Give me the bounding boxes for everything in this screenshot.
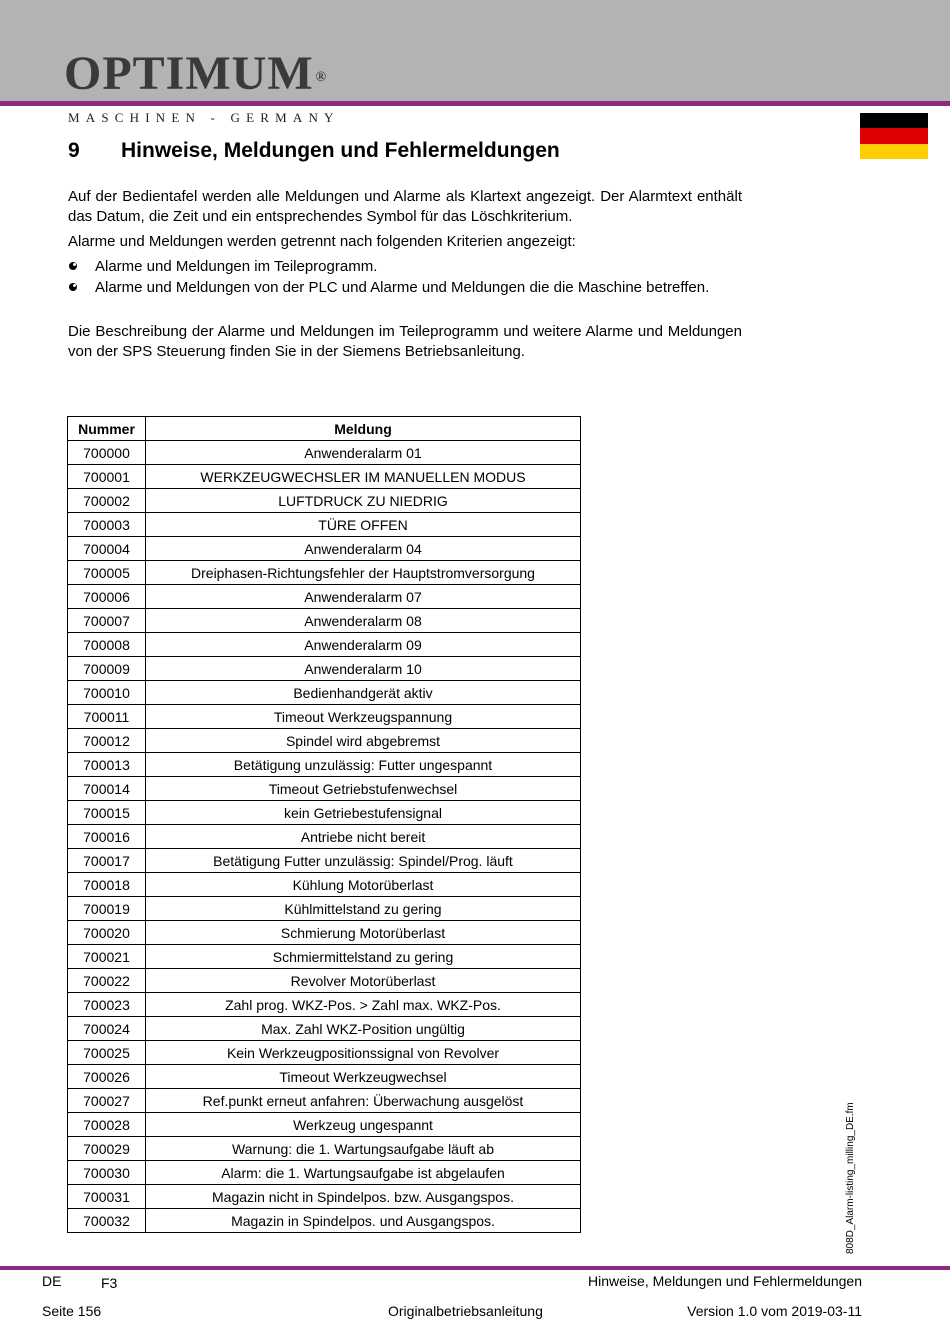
alarm-number-cell: 700024	[68, 1017, 146, 1041]
alarm-message-cell: LUFTDRUCK ZU NIEDRIG	[146, 489, 581, 513]
alarm-number-cell: 700008	[68, 633, 146, 657]
alarm-number-cell: 700027	[68, 1089, 146, 1113]
bullet-list	[68, 257, 742, 298]
alarm-message-cell: Alarm: die 1. Wartungsaufgabe ist abgelaufen	[146, 1161, 581, 1185]
alarm-message-cell: Anwenderalarm 07	[146, 585, 581, 609]
alarm-number-cell: 700006	[68, 585, 146, 609]
table-row	[68, 633, 581, 657]
alarm-number-cell: 700012	[68, 729, 146, 753]
table-row	[68, 729, 581, 753]
alarm-message-cell: Spindel wird abgebremst	[146, 729, 581, 753]
alarm-number-cell: 700007	[68, 609, 146, 633]
alarm-message-cell: Magazin nicht in Spindelpos. bzw. Ausgangspos.	[146, 1185, 581, 1209]
registered-mark: ®	[315, 70, 328, 85]
table-row	[68, 657, 581, 681]
bullet-text: Alarme und Meldungen im Teileprogramm.	[95, 258, 378, 275]
alarm-number-cell: 700022	[68, 969, 146, 993]
alarm-message-cell: Bedienhandgerät aktiv	[146, 681, 581, 705]
alarm-number-cell: 700021	[68, 945, 146, 969]
alarm-number-cell: 700026	[68, 1065, 146, 1089]
alarm-number-cell: 700009	[68, 657, 146, 681]
table-row	[68, 849, 581, 873]
table-row	[68, 1161, 581, 1185]
alarm-message-cell: TÜRE OFFEN	[146, 513, 581, 537]
alarm-number-cell: 700002	[68, 489, 146, 513]
table-row	[68, 585, 581, 609]
alarm-message-cell: Zahl prog. WKZ-Pos. > Zahl max. WKZ-Pos.	[146, 993, 581, 1017]
brand-logo	[64, 47, 328, 100]
criteria-paragraph: Alarme und Meldungen werden getrennt nach folgenden Kriterien angezeigt:	[68, 233, 576, 250]
table-row	[68, 873, 581, 897]
table-row	[68, 1089, 581, 1113]
footer-rule	[0, 1266, 950, 1270]
table-row	[68, 1185, 581, 1209]
table-row	[68, 609, 581, 633]
section-number: 9	[68, 139, 80, 162]
list-item	[68, 257, 742, 277]
bullet-icon	[69, 283, 77, 291]
intro-paragraph: Auf der Bedientafel werden alle Meldungen und Alarme als Klartext angezeigt. Der Alarmtext enthält das Datum, die Zeit und ein entsprechendes Symbol für das Löschkriterium.	[68, 188, 742, 225]
flag-stripe-red	[860, 128, 928, 143]
table-row	[68, 489, 581, 513]
alarm-message-cell: Kühlung Motorüberlast	[146, 873, 581, 897]
table-header-row	[68, 417, 581, 441]
table-row	[68, 825, 581, 849]
alarm-message-cell: Anwenderalarm 08	[146, 609, 581, 633]
siemens-paragraph: Die Beschreibung der Alarme und Meldungen im Teileprogramm und weitere Alarme und Meldungen von der SPS Steuerung finden Sie in der Siemens Betriebsanleitung.	[68, 323, 742, 360]
alarm-message-cell: Betätigung Futter unzulässig: Spindel/Prog. läuft	[146, 849, 581, 873]
alarm-message-cell: Magazin in Spindelpos. und Ausgangspos.	[146, 1209, 581, 1233]
alarm-number-cell: 700013	[68, 753, 146, 777]
alarm-message-cell: WERKZEUGWECHSLER IM MANUELLEN MODUS	[146, 465, 581, 489]
table-row	[68, 1017, 581, 1041]
alarm-number-cell: 700004	[68, 537, 146, 561]
alarm-number-cell: 700028	[68, 1113, 146, 1137]
table-row	[68, 681, 581, 705]
table-row	[68, 897, 581, 921]
alarm-message-cell: Revolver Motorüberlast	[146, 969, 581, 993]
alarm-message-cell: Kein Werkzeugpositionssignal von Revolver	[146, 1041, 581, 1065]
brand-name: OPTIMUM	[64, 47, 314, 100]
bullet-text: Alarme und Meldungen von der PLC und Alarme und Meldungen die die Maschine betreffen.	[95, 278, 710, 296]
alarm-number-cell: 700016	[68, 825, 146, 849]
alarm-message-cell: Kühlmittelstand zu gering	[146, 897, 581, 921]
table-row	[68, 1065, 581, 1089]
section-title	[68, 139, 560, 163]
alarm-message-cell: Antriebe nicht bereit	[146, 825, 581, 849]
list-item	[68, 278, 742, 298]
alarm-message-cell: Schmiermittelstand zu gering	[146, 945, 581, 969]
alarm-number-cell: 700023	[68, 993, 146, 1017]
alarm-message-cell: Betätigung unzulässig: Futter ungespannt	[146, 753, 581, 777]
alarm-message-cell: Schmierung Motorüberlast	[146, 921, 581, 945]
alarm-number-cell: 700000	[68, 441, 146, 465]
alarm-number-cell: 700032	[68, 1209, 146, 1233]
alarm-number-cell: 700019	[68, 897, 146, 921]
header-rule	[0, 101, 950, 106]
alarm-message-cell: Anwenderalarm 01	[146, 441, 581, 465]
alarm-number-cell: 700014	[68, 777, 146, 801]
alarm-message-cell: Anwenderalarm 09	[146, 633, 581, 657]
table-row	[68, 1113, 581, 1137]
alarm-table	[67, 416, 581, 1233]
alarm-number-cell: 700001	[68, 465, 146, 489]
flag-stripe-gold	[860, 144, 928, 159]
footer-code: F3	[101, 1275, 118, 1291]
table-row	[68, 705, 581, 729]
alarm-number-cell: 700017	[68, 849, 146, 873]
footer-document: Originalbetriebsanleitung	[388, 1303, 543, 1319]
alarm-message-cell: Dreiphasen-Richtungsfehler der Hauptstromversorgung	[146, 561, 581, 585]
table-row	[68, 777, 581, 801]
table-row	[68, 441, 581, 465]
alarm-number-cell: 700011	[68, 705, 146, 729]
section-title-text: Hinweise, Meldungen und Fehlermeldungen	[121, 139, 560, 162]
alarm-message-cell: kein Getriebestufensignal	[146, 801, 581, 825]
alarm-message-cell: Timeout Werkzeugspannung	[146, 705, 581, 729]
alarm-number-cell: 700010	[68, 681, 146, 705]
alarm-message-cell: Warnung: die 1. Wartungsaufgabe läuft ab	[146, 1137, 581, 1161]
alarm-number-cell: 700005	[68, 561, 146, 585]
footer-version: Version 1.0 vom 2019-03-11	[687, 1303, 862, 1319]
column-header-message: Meldung	[146, 417, 581, 441]
table-row	[68, 1209, 581, 1233]
table-row	[68, 945, 581, 969]
table-row	[68, 801, 581, 825]
alarm-message-cell: Timeout Getriebstufenwechsel	[146, 777, 581, 801]
footer-language: DE	[42, 1273, 62, 1289]
table-row	[68, 1041, 581, 1065]
alarm-table-body	[68, 441, 581, 1233]
alarm-number-cell: 700018	[68, 873, 146, 897]
brand-subtitle: MASCHINEN - GERMANY	[68, 110, 340, 125]
table-row	[68, 513, 581, 537]
alarm-number-cell: 700029	[68, 1137, 146, 1161]
bullet-icon	[69, 262, 77, 270]
alarm-number-cell: 700031	[68, 1185, 146, 1209]
file-name-label: 808D_Alarm-listing_milling_DE.fm	[845, 1102, 856, 1254]
table-row	[68, 921, 581, 945]
column-header-number: Nummer	[68, 417, 146, 441]
table-row	[68, 753, 581, 777]
table-row	[68, 561, 581, 585]
alarm-message-cell: Timeout Werkzeugwechsel	[146, 1065, 581, 1089]
alarm-message-cell: Werkzeug ungespannt	[146, 1113, 581, 1137]
alarm-number-cell: 700025	[68, 1041, 146, 1065]
alarm-message-cell: Ref.punkt erneut anfahren: Überwachung ausgelöst	[146, 1089, 581, 1113]
flag-stripe-black	[860, 113, 928, 128]
alarm-number-cell: 700030	[68, 1161, 146, 1185]
table-row	[68, 537, 581, 561]
footer-page: Seite 156	[42, 1303, 102, 1319]
alarm-number-cell: 700020	[68, 921, 146, 945]
alarm-message-cell: Anwenderalarm 10	[146, 657, 581, 681]
table-row	[68, 969, 581, 993]
alarm-number-cell: 700003	[68, 513, 146, 537]
alarm-message-cell: Anwenderalarm 04	[146, 537, 581, 561]
table-row	[68, 993, 581, 1017]
alarm-message-cell: Max. Zahl WKZ-Position ungültig	[146, 1017, 581, 1041]
table-row	[68, 1137, 581, 1161]
alarm-number-cell: 700015	[68, 801, 146, 825]
footer-chapter: Hinweise, Meldungen und Fehlermeldungen	[588, 1273, 862, 1289]
german-flag-icon	[860, 113, 928, 159]
table-row	[68, 465, 581, 489]
